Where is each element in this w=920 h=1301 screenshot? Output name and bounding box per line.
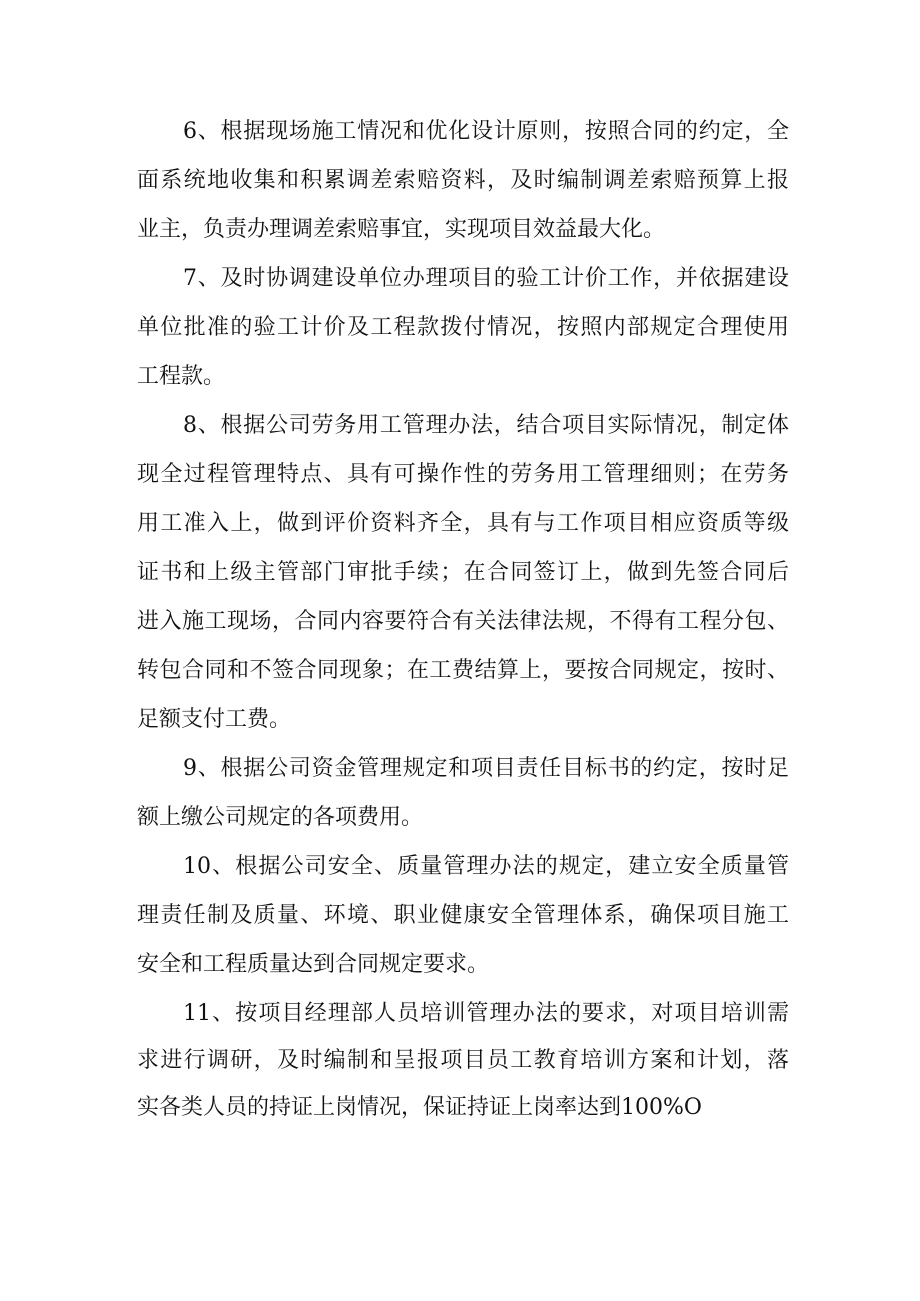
text-line: 足额支付工费。 bbox=[137, 707, 292, 732]
text-line: 求进行调研，及时编制和呈报项目员工教育培训方案和计划，落 bbox=[137, 1048, 789, 1073]
text-line: 7、及时协调建设单位办理项目的验工计价工作，并依据建设 bbox=[183, 266, 789, 291]
text-line: 单位批准的验工计价及工程款拨付情况，按照内部规定合理使用 bbox=[137, 315, 789, 340]
text-line: 理责任制及质量、环境、职业健康安全管理体系，确保项目施工 bbox=[137, 903, 789, 928]
text-line: 实各类人员的持证上岗情况，保证持证上岗率达到100%O bbox=[137, 1095, 702, 1120]
text-line: 额上缴公司规定的各项费用。 bbox=[137, 805, 424, 830]
text-line: 现全过程管理特点、具有可操作性的劳务用工管理细则；在劳务 bbox=[137, 462, 789, 487]
text-line: 工程款。 bbox=[137, 364, 226, 389]
text-line: 转包合同和不签合同现象；在工费结算上，要按合同规定，按时、 bbox=[137, 658, 789, 683]
text-line: 进入施工现场，合同内容要符合有关法律法规，不得有工程分包、 bbox=[137, 609, 789, 634]
text-line: 证书和上级主管部门审批手续；在合同签订上，做到先签合同后 bbox=[137, 560, 789, 585]
text-line: 安全和工程质量达到合同规定要求。 bbox=[137, 952, 490, 977]
text-line: 11、按项目经理部人员培训管理办法的要求，对项目培训需 bbox=[183, 1001, 789, 1026]
text-line: 面系统地收集和积累调差索赔资料，及时编制调差索赔预算上报 bbox=[137, 168, 789, 193]
text-line: 9、根据公司资金管理规定和项目责任目标书的约定，按时足 bbox=[183, 756, 789, 781]
text-line: 业主，负责办理调差索赔事宜，实现项目效益最大化。 bbox=[137, 217, 666, 242]
text-line: 8、根据公司劳务用工管理办法，结合项目实际情况，制定体 bbox=[183, 413, 789, 438]
text-line: 10、根据公司安全、质量管理办法的规定，建立安全质量管 bbox=[183, 854, 789, 879]
text-line: 用工准入上，做到评价资料齐全，具有与工作项目相应资质等级 bbox=[137, 511, 789, 536]
text-line: 6、根据现场施工情况和优化设计原则，按照合同的约定，全 bbox=[183, 119, 789, 144]
